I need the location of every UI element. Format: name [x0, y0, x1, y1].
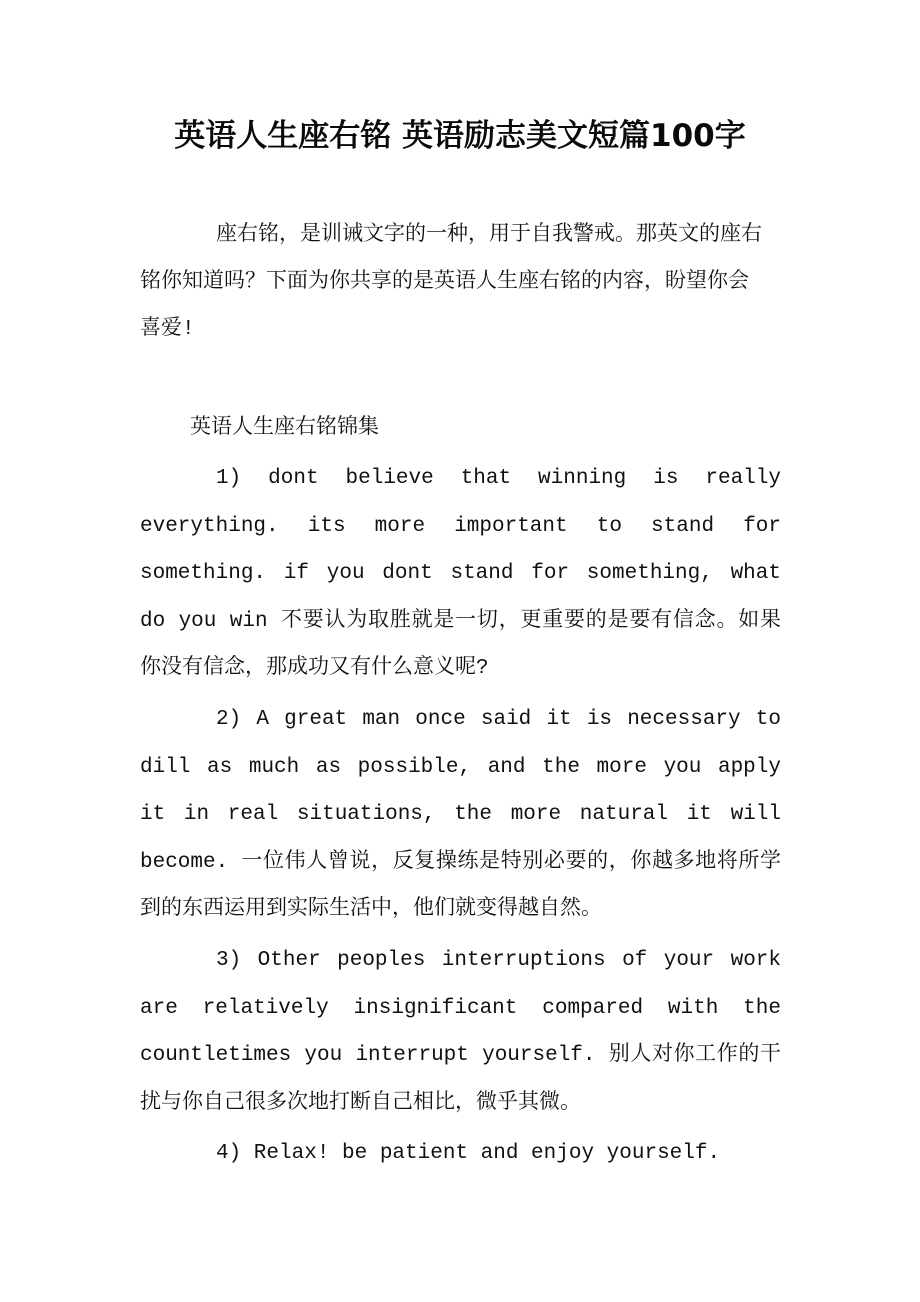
- motto-item-4: 4) Relax! be patient and enjoy yourself.: [216, 1142, 721, 1165]
- document-title: 英语人生座右铭 英语励志美文短篇100字: [174, 118, 746, 154]
- intro-paragraph: 座右铭，是训诫文字的一种，用于自我警戒。那英文的座右铭你知道吗？下面为你共享的是英语人生座右铭的内容，盼望你会喜爱!: [140, 224, 762, 341]
- motto-item-1: 1) dont believe that winning is really everything. its more important to stand for something. if you dont stand for something, what do you win 不要认为取胜就是一切，更重要的是要有信念。如果你没有信念，那成功又有什么意义呢?: [140, 467, 781, 680]
- motto-item-2: 2) A great man once said it is necessary to dill as much as possible, and the more you apply it in real situations, the more natural it will become. 一位伟人曾说，反复操练是特别必要的，你越多地将所学到的东西运用到实际生活中，他们就变得越自然。: [140, 708, 781, 921]
- motto-item-3: 3) Other peoples interruptions of your work are relatively insignificant compared with the countletimes you interrupt yourself. 别人对你工作的干扰与你自己很多次地打断自己相比，微乎其微。: [140, 949, 781, 1115]
- section-heading: 英语人生座右铭锦集: [190, 414, 379, 438]
